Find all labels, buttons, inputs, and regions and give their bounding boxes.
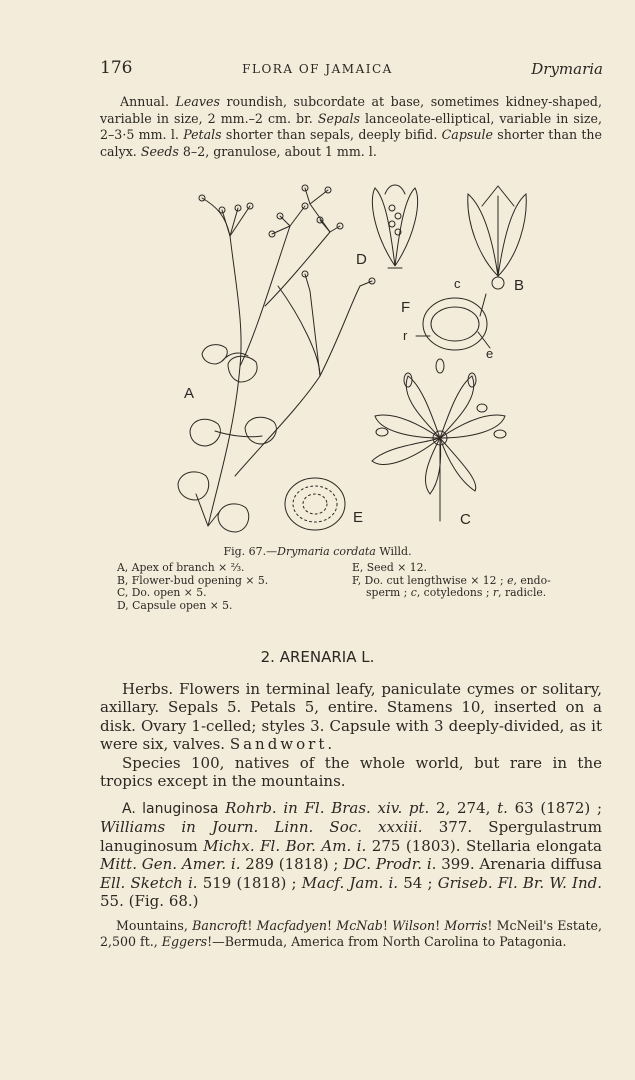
species-description: Annual. Leaves roundish, subcordate at base, sometimes kidney-shaped, variable in size, 2 mm.–2 cm. br. Sepals lanceolate-elliptical, variable in size, 2–3·5 mm. l. Petals shorter than sepals, deeply bifid. Capsule shorter than the calyx. Seeds 8–2, granulose, about 1 mm. l.	[100, 94, 602, 159]
legend-item: F, Do. cut lengthwise × 12 ; e, endo-	[352, 573, 551, 587]
label-b: B	[514, 277, 525, 294]
label-endosperm: e	[486, 346, 494, 361]
running-title: FLORA OF JAMAICA	[242, 62, 393, 76]
genus-header: Drymaria	[531, 60, 603, 78]
page-number: 176	[100, 58, 133, 78]
label-d: D	[356, 251, 367, 268]
label-c: C	[460, 511, 471, 528]
legend-item: B, Flower-bud opening × 5.	[117, 573, 269, 587]
common-name: Sandwort.	[229, 735, 336, 754]
figure-d-capsule	[372, 185, 417, 268]
legend-item: D, Capsule open × 5.	[117, 598, 233, 612]
figure-e-seed	[285, 478, 345, 530]
species-name: A. lanuginosa	[122, 801, 219, 817]
label-a: A	[184, 385, 195, 402]
botanical-figure	[160, 176, 540, 546]
legend-item: E, Seed × 12.	[352, 561, 427, 574]
legend-item: A, Apex of branch × ⅔.	[117, 561, 245, 574]
running-header	[0, 58, 635, 80]
section-heading: 2. ARENARIA L.	[260, 648, 375, 666]
habitat-note: Mountains, Bancroft! Macfadyen! McNab! Wilson! Morris! McNeil's Estate, 2,500 ft., Eggers!—Bermuda, America from North Carolina to Patagonia.	[100, 918, 602, 950]
genus-description: Herbs. Flowers in terminal leafy, paniculate cymes or solitary, axillary. Sepals 5. Petals 5, entire. Stamens 10, inserted on a disk. Ovary 1-celled; styles 3. Capsule with 3 deeply-divided, as it were six, valves. Sandwort. Species 100, natives of the whole world, but rare in the tropics except in the mountains.	[100, 680, 602, 791]
label-e: E	[353, 509, 364, 526]
figure-f-seed-section	[416, 294, 490, 350]
figure-caption: Fig. 67.—Drymaria cordata Willd.	[223, 545, 412, 558]
label-cotyledon: c	[454, 276, 461, 291]
figure-b-bud	[468, 186, 526, 289]
distribution-text: Species 100, natives of the whole world, but rare in the tropics except in the mountains.	[100, 753, 602, 791]
legend-item: sperm ; c, cotyledons ; r, radicle.	[366, 586, 547, 600]
legend-item: C, Do. open × 5.	[117, 586, 207, 600]
label-radicle: r	[403, 328, 408, 343]
figure-c-flower	[372, 359, 506, 521]
label-f: F	[401, 299, 411, 316]
species-entry: A. lanuginosa Rohrb. in Fl. Bras. xiv. pt. 2, 274, t. 63 (1872) ; Williams in Journ. Linn. Soc. xxxiii. 377. Spergulastrum lanuginosum Michx. Fl. Bor. Am. i. 275 (1803). Stellaria elongata Mitt. Gen. Amer. i. 289 (1818) ; DC. Prodr. i. 399. Arenaria diffusa Ell. Sketch i. 519 (1818) ; Macf. Jam. i. 54 ; Griseb. Fl. Br. W. Ind. 55. (Fig. 68.)	[100, 799, 603, 911]
figure-a-branch	[178, 185, 375, 532]
